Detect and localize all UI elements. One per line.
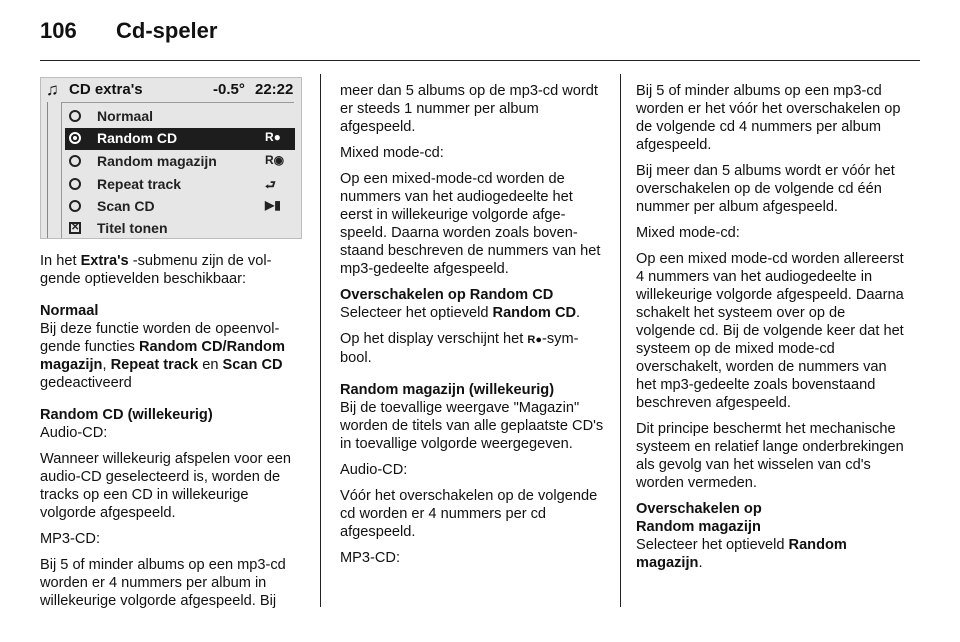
checkbox-icon: ✕	[71, 222, 80, 233]
radio-icon	[69, 178, 81, 190]
normaal-paragraph: Bij deze functie worden de opeenvolgende functies Random CD/Random magazijn, Repeat track en Scan CD gedeactiveerd	[40, 321, 285, 391]
symbol-paragraph: Op het display verschijnt het R●-symbool.	[340, 331, 579, 366]
mp3-few-albums-text: Bij 5 of minder albums op een mp3-cd worden er het vóór het overschakelen op de volgende cd 4 nummers per album afgespeeld.	[636, 83, 901, 153]
display-screenshot	[40, 77, 302, 239]
radio-icon	[69, 200, 81, 212]
header-rule	[40, 60, 920, 61]
menu-item-random-magazijn[interactable]	[65, 151, 295, 173]
random-magazijn-text: Bij de toevallige weergave "Magazin" worden de titels van alle geplaatste CD's in toevallige volgorde weergegeven.	[340, 400, 604, 452]
text-column-1	[40, 252, 306, 618]
music-note-icon: ♫	[46, 80, 59, 99]
menu-item-label: Normaal	[97, 108, 154, 124]
display-header	[41, 78, 301, 102]
label-mixed-mode-2: Mixed mode-cd:	[636, 225, 740, 241]
label-audio-cd: Audio-CD:	[40, 425, 108, 441]
menu-item-label: Titel tonen	[97, 220, 168, 236]
menu-item-label: Repeat track	[97, 176, 182, 192]
label-audio-cd-2: Audio-CD:	[340, 462, 408, 478]
text-column-2	[340, 82, 604, 575]
label-mixed-mode: Mixed mode-cd:	[340, 145, 444, 161]
continued-paragraph: meer dan 5 albums op de mp3-cd wordt er steeds 1 nummer per album afgespeeld.	[340, 83, 598, 135]
display-title: CD extra's	[69, 81, 143, 98]
random-magazijn-audio-text: Vóór het overschakelen op de volgende cd worden er 4 nummers per cd afgespeeld.	[340, 488, 598, 540]
principle-text: Dit principe beschermt het mechanische systeem en relatief lange onderbrekingen als gevolg van het wisselen van cd's worden vermeden.	[636, 421, 904, 491]
page-number: 106	[40, 18, 77, 43]
text-column-3	[636, 82, 906, 580]
menu-item-titel-tonen[interactable]	[65, 218, 295, 239]
column-divider-2	[620, 74, 621, 607]
menu-item-scan-cd[interactable]	[65, 196, 295, 218]
label-mp3-cd-2: MP3-CD:	[340, 550, 400, 566]
menu-item-label: Scan CD	[97, 198, 155, 214]
menu-item-label: Random CD	[97, 130, 178, 146]
switch-random-cd-text: Selecteer het optieveld Random CD.	[340, 305, 581, 321]
random-cd-mp3-text: Bij 5 of minder albums op een mp3-cd worden er 4 nummers per album in willekeurige volgorde afgespeeld. Bij	[40, 557, 286, 609]
scan-icon: ▶▮	[265, 198, 281, 212]
page-title: Cd-speler	[116, 18, 218, 43]
section-heading-random-magazijn: Random magazijn (willekeurig)	[340, 382, 555, 398]
menu-item-normaal[interactable]	[65, 106, 295, 128]
mixed-mode-text-2: Op een mixed mode-cd worden allereerst 4 nummers van het audiogedeelte in willekeurige volgorde afgespeeld. Daarna schakelt het systeem over op de volgende cd. Bij de volgende keer dat het systeem op de mixed mode-cd overschakelt, worden de nummers van het mp3-gedeelte zoals bovenstaand beschreven afgespeeld.	[636, 251, 904, 411]
display-temperature: -0.5°	[213, 81, 245, 98]
menu-item-repeat-track[interactable]	[65, 174, 295, 196]
menu-item-label: Random magazijn	[97, 153, 217, 169]
display-time: 22:22	[255, 81, 294, 98]
section-heading-switch-random-magazijn: Overschakelen op Random magazijn	[636, 501, 762, 535]
label-mp3-cd: MP3-CD:	[40, 531, 100, 547]
intro-paragraph: In het Extra's -submenu zijn de volgende optievelden beschikbaar:	[40, 253, 272, 287]
switch-random-magazijn-text: Selecteer het optieveld Random magazijn.	[636, 537, 847, 571]
section-heading-switch-random-cd: Overschakelen op Random CD	[340, 287, 554, 303]
mp3-many-albums-text: Bij meer dan 5 albums wordt er vóór het overschakelen op de volgende cd één nummer per album afgespeeld.	[636, 163, 895, 215]
random-magazine-icon: R◉	[265, 153, 285, 167]
section-heading-normaal: Normaal	[40, 303, 99, 319]
radio-icon	[69, 110, 81, 122]
radio-selected-icon	[69, 132, 81, 144]
column-divider-1	[320, 74, 321, 607]
repeat-icon: ⮐	[265, 178, 276, 192]
mixed-mode-text: Op een mixed-mode-cd worden de nummers van het audiogedeelte het eerst in willekeurige volgorde afgespeeld. Daarna worden zoals bovenstaand beschreven de nummers van het mp3-gedeelte afgespeeld.	[340, 171, 601, 277]
display-frame-line	[47, 102, 48, 238]
random-cd-icon: R●	[265, 130, 281, 144]
section-heading-random-cd: Random CD (willekeurig)	[40, 407, 213, 423]
random-cd-symbol-icon: R●	[527, 334, 542, 346]
radio-icon	[69, 155, 81, 167]
random-cd-audio-text: Wanneer willekeurig afspelen voor een audio-CD geselecteerd is, worden de tracks op een CD in willekeurige volgorde afgespeeld.	[40, 451, 291, 521]
page-header	[40, 18, 920, 58]
menu-item-random-cd[interactable]	[65, 128, 295, 150]
